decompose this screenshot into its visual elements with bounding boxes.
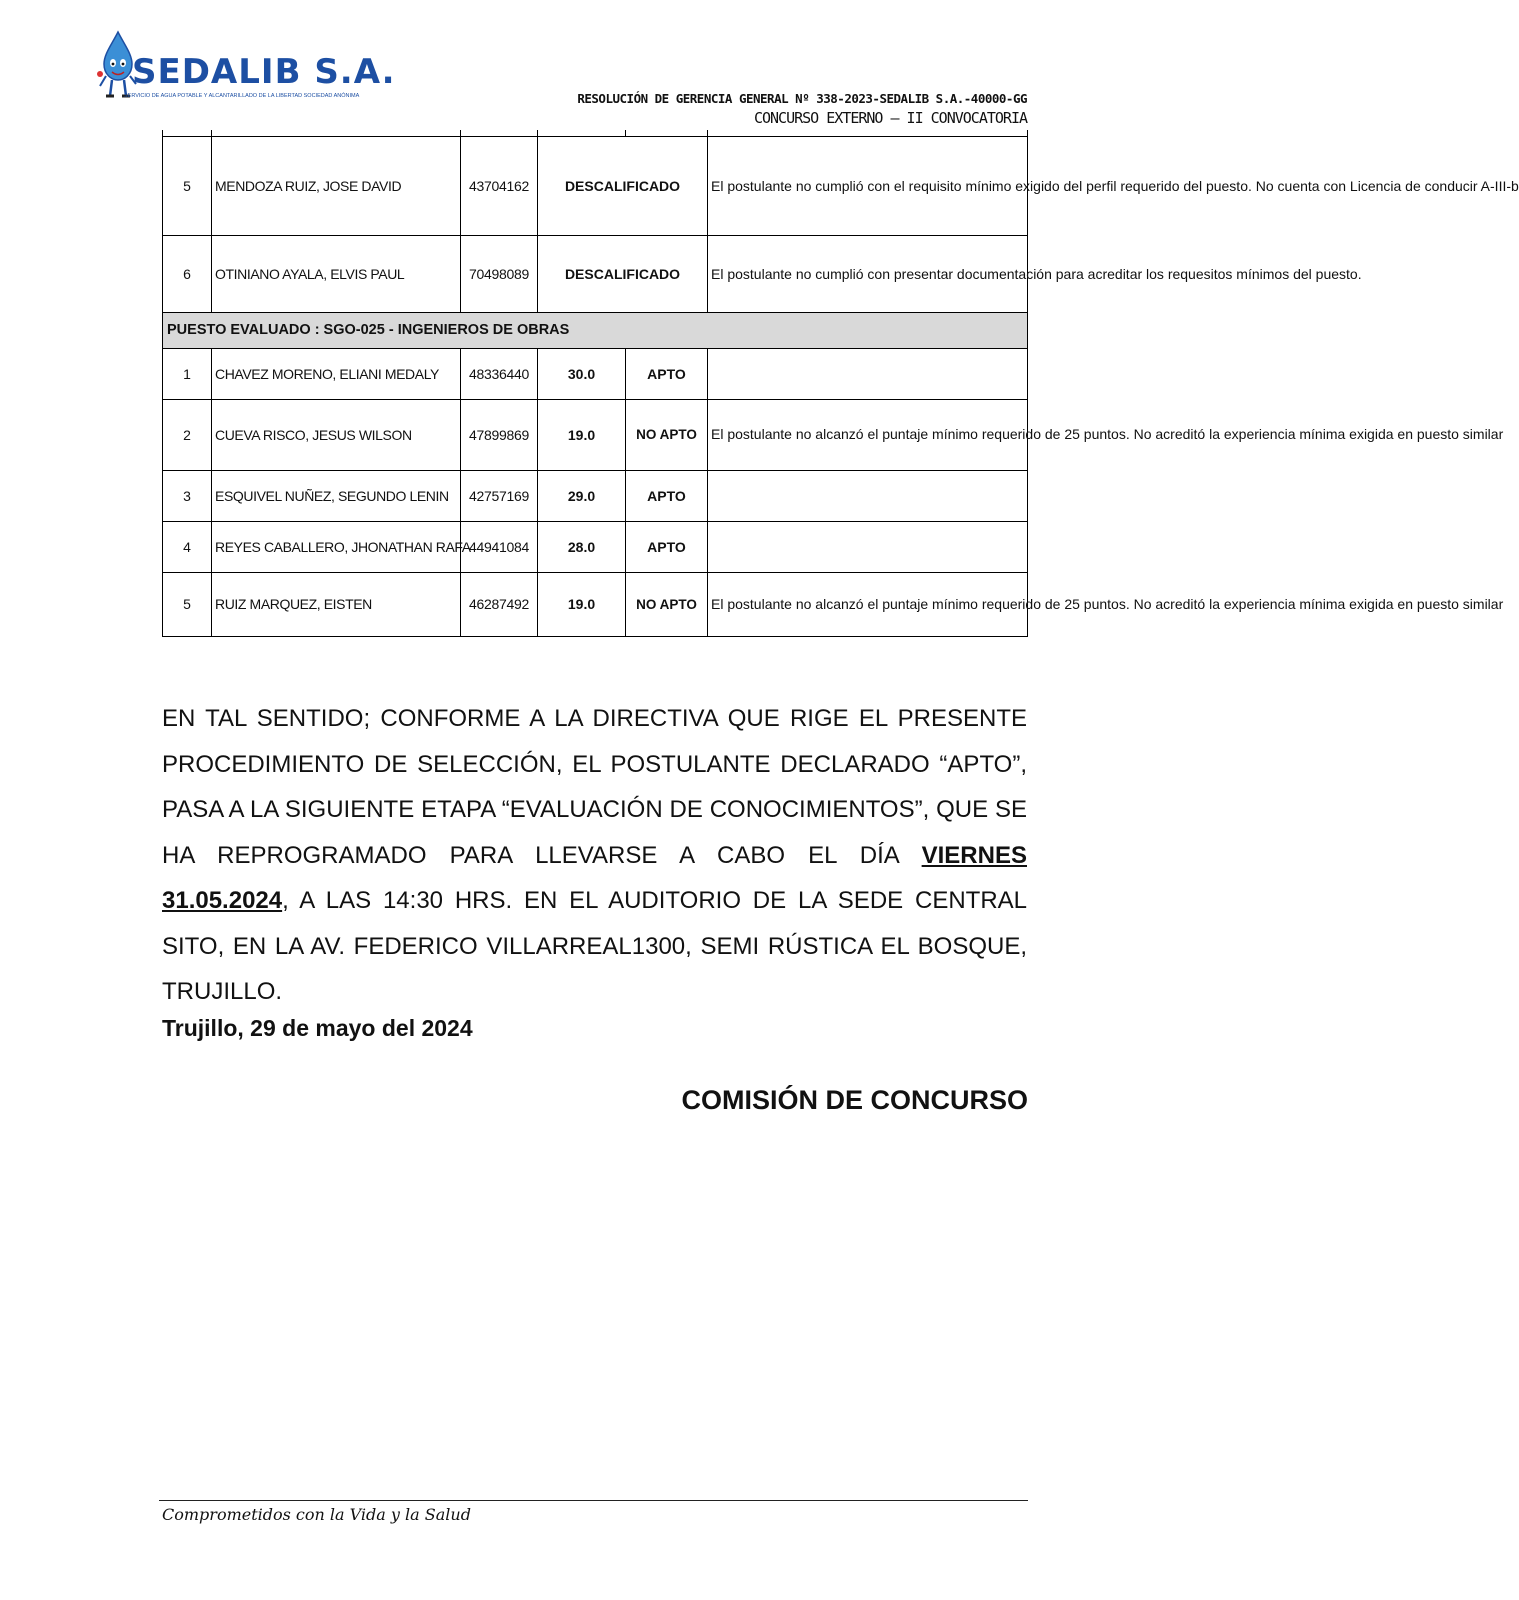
observation xyxy=(708,470,1028,521)
highlighted-date: VIERNES 31.05.2024 xyxy=(162,841,1027,914)
footer-divider xyxy=(159,1500,1028,1501)
main-paragraph xyxy=(162,696,1027,1015)
observation xyxy=(708,521,1028,572)
table-row xyxy=(163,235,1028,312)
contest-subtitle: CONCURSO EXTERNO – II CONVOCATORIA xyxy=(753,109,1027,127)
resolution-title: RESOLUCIÓN DE GERENCIA GENERAL Nº 338-2023-SEDALIB S.A.-40000-GG xyxy=(577,91,1027,106)
applicant-dni: 47899869 xyxy=(461,399,538,470)
paragraph-text: EN TAL SENTIDO; CONFORME A LA DIRECTIVA QUE RIGE EL PRESENTE PROCEDIMIENTO DE SELECCIÓN, EL POSTULANTE DECLARADO “APTO”, PASA A LA SIGUIENTE ETAPA “EVALUACIÓN DE CONOCIMIENTOS”, QUE SE HA REPROGRAMADO PARA LLEVARSE A CABO EL DÍA xyxy=(162,705,1027,869)
logo-text: SEDALIB S.A. xyxy=(132,52,396,92)
row-number: 4 xyxy=(163,521,212,572)
applicant-name: ESQUIVEL NUÑEZ, SEGUNDO LENIN xyxy=(212,470,461,521)
result-status: APTO xyxy=(626,521,708,572)
sedalib-logo xyxy=(98,30,396,102)
row-number: 5 xyxy=(163,572,212,636)
result-status: NO APTO xyxy=(626,399,708,470)
applicant-score: 29.0 xyxy=(538,470,626,521)
row-number: 2 xyxy=(163,399,212,470)
row-number: 3 xyxy=(163,470,212,521)
table-row xyxy=(163,136,1028,235)
table-row xyxy=(163,348,1028,399)
applicant-dni: 46287492 xyxy=(461,572,538,636)
row-number: 5 xyxy=(163,136,212,235)
row-number: 1 xyxy=(163,348,212,399)
applicant-score: 19.0 xyxy=(538,399,626,470)
applicant-dni: 43704162 xyxy=(461,136,538,235)
result-status: APTO xyxy=(626,470,708,521)
paragraph-text-end: , A LAS 14:30 HRS. EN EL AUDITORIO DE LA SEDE CENTRAL SITO, EN LA AV. FEDERICO VILLARREAL1300, SEMI RÚSTICA EL BOSQUE, TRUJILLO. xyxy=(162,887,1027,1005)
observation: El postulante no alcanzó el puntaje mínimo requerido de 25 puntos. No acreditó la experiencia mínima exigida en puesto similar xyxy=(708,399,1028,470)
table-row xyxy=(163,399,1028,470)
footer-motto: Comprometidos con la Vida y la Salud xyxy=(162,1505,471,1524)
signature-commission: COMISIÓN DE CONCURSO xyxy=(681,1085,1028,1115)
observation: El postulante no cumplió con presentar documentación para acreditar los requesitos mínimos del puesto. xyxy=(708,235,1028,312)
applicant-dni: 48336440 xyxy=(461,348,538,399)
observation: El postulante no cumplió con el requisito mínimo exigido del perfil requerido del puesto. No cuenta con Licencia de conducir A-III-b xyxy=(708,136,1028,235)
applicant-name: MENDOZA RUIZ, JOSE DAVID xyxy=(212,136,461,235)
result-status: NO APTO xyxy=(626,572,708,636)
table-row xyxy=(163,470,1028,521)
applicant-name: CHAVEZ MORENO, ELIANI MEDALY xyxy=(212,348,461,399)
applicant-score: 28.0 xyxy=(538,521,626,572)
applicant-score: 19.0 xyxy=(538,572,626,636)
result-status: DESCALIFICADO xyxy=(538,235,708,312)
results-table xyxy=(162,130,1519,637)
table-row xyxy=(163,521,1028,572)
result-status: DESCALIFICADO xyxy=(538,136,708,235)
applicant-dni: 70498089 xyxy=(461,235,538,312)
applicant-name: OTINIANO AYALA, ELVIS PAUL xyxy=(212,235,461,312)
logo-subtitle: SERVICIO DE AGUA POTABLE Y ALCANTARILLADO DE LA LIBERTAD SOCIEDAD ANÓNIMA xyxy=(124,93,360,99)
table-row xyxy=(163,572,1028,636)
result-status: APTO xyxy=(626,348,708,399)
applicant-score: 30.0 xyxy=(538,348,626,399)
section-row xyxy=(163,312,1028,348)
applicant-name: REYES CABALLERO, JHONATHAN RAFA xyxy=(212,521,461,572)
applicant-dni: 42757169 xyxy=(461,470,538,521)
applicant-name: CUEVA RISCO, JESUS WILSON xyxy=(212,399,461,470)
section-label: PUESTO EVALUADO : SGO-025 - INGENIEROS DE OBRAS xyxy=(163,312,1028,348)
applicant-name: RUIZ MARQUEZ, EISTEN xyxy=(212,572,461,636)
observation: El postulante no alcanzó el puntaje mínimo requerido de 25 puntos. No acreditó la experiencia mínima exigida en puesto similar xyxy=(708,572,1028,636)
applicant-dni: 44941084 xyxy=(461,521,538,572)
date-line: Trujillo, 29 de mayo del 2024 xyxy=(162,1015,473,1041)
row-number: 6 xyxy=(163,235,212,312)
observation xyxy=(708,348,1028,399)
